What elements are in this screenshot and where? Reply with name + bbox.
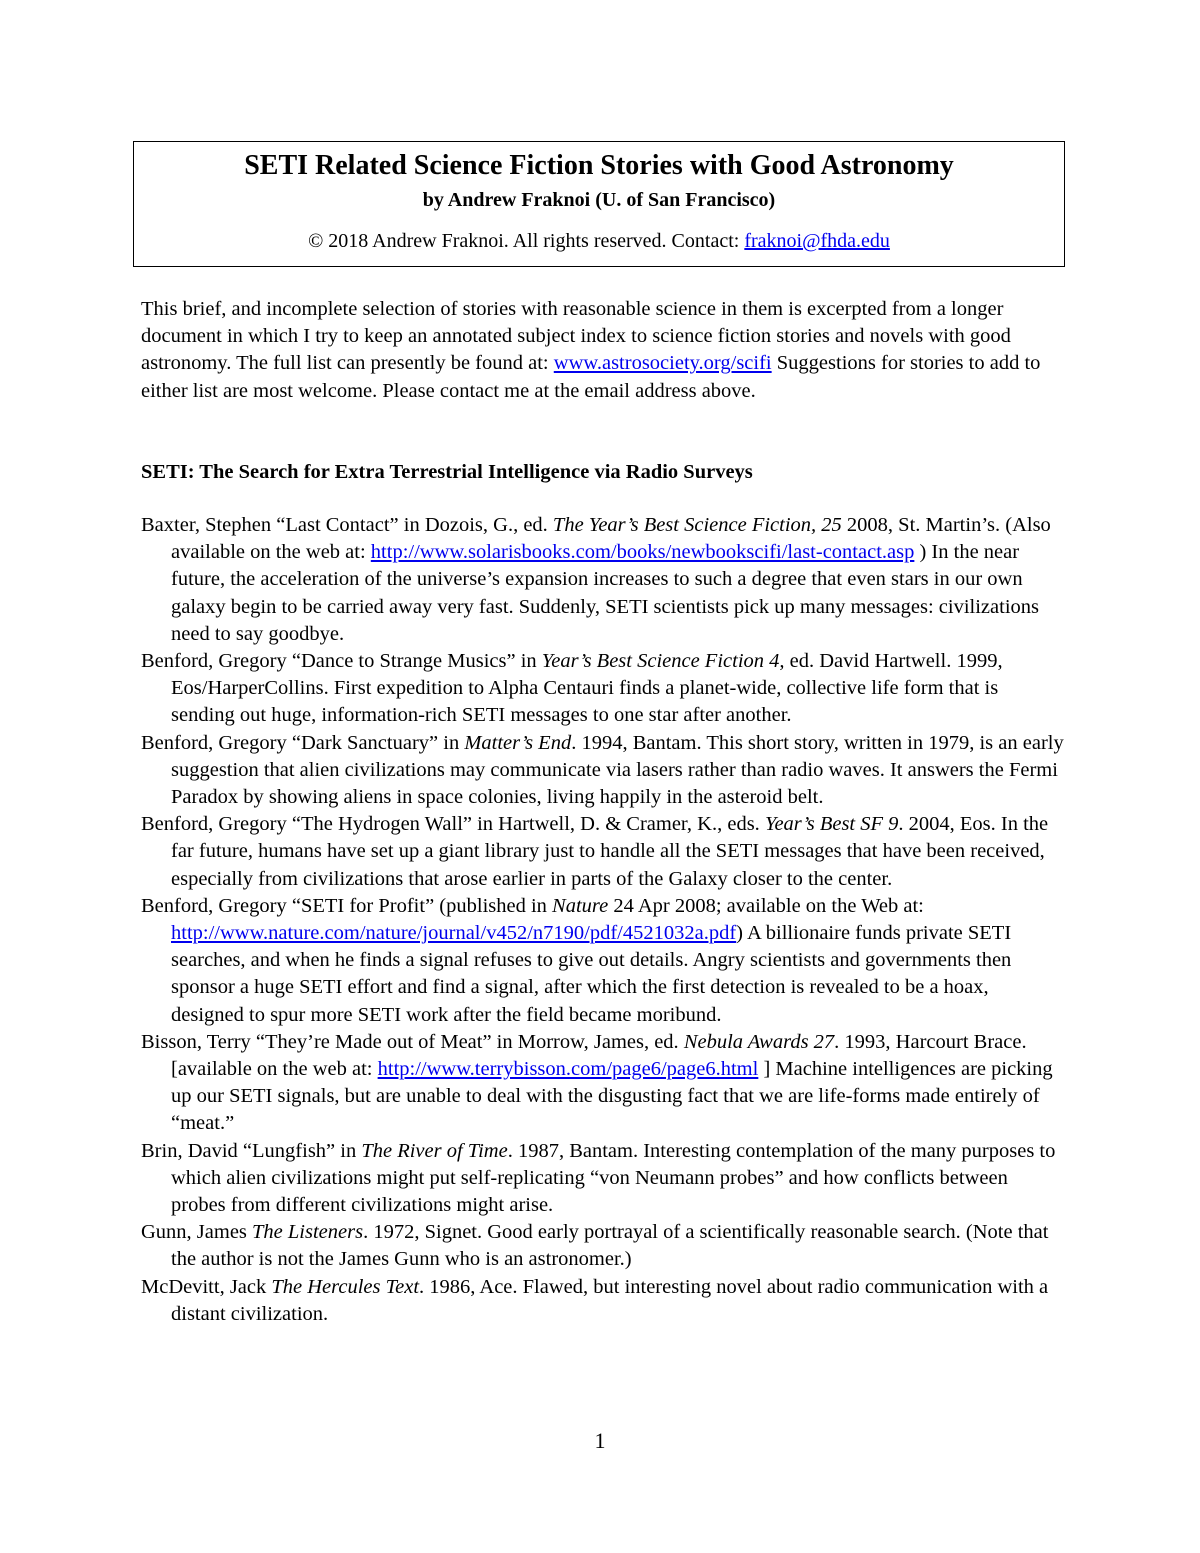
- contact-email-link[interactable]: fraknoi@fhda.edu: [744, 230, 890, 252]
- entry-text: Benford, Gregory “The Hydrogen Wall” in Hartwell, D. & Cramer, K., eds.: [141, 813, 765, 836]
- scifi-list-link[interactable]: www.astrosociety.org/scifi: [553, 352, 772, 375]
- entry-title: Year’s Best SF 9: [764, 813, 899, 836]
- list-item: [141, 1029, 1066, 1138]
- entry-text: Benford, Gregory “SETI for Profit” (published in: [141, 894, 553, 917]
- entry-text: 24 Apr 2008; available on the Web at:: [608, 894, 924, 917]
- entry-link[interactable]: http://www.terrybisson.com/page6/page6.html: [377, 1058, 759, 1081]
- copyright-line: [134, 228, 1064, 254]
- copyright-text: © 2018 Andrew Fraknoi. All rights reserved. Contact:: [308, 230, 745, 252]
- entry-text: Bisson, Terry “They’re Made out of Meat” in Morrow, James, ed.: [141, 1030, 684, 1053]
- entry-text: ) A billionaire funds private SETI searches, and when he finds a signal refuses to give out details. Angry scientists and governments then sponsor a huge SETI effort and find a signal, after which the first detection is revealed to be a hoax, designed to spur more SETI work after the field became moribund.: [171, 922, 1012, 1026]
- entry-text: ) In the near future, the acceleration of the universe’s expansion increases to such a degree that even stars in our own galaxy begin to be carried away very fast. Suddenly, SETI scientists pick up many messages: civilizations need to say goodbye.: [171, 541, 1039, 645]
- intro-paragraph: [141, 296, 1066, 405]
- entry-text: . 1972, Signet. Good early portrayal of a scientifically reasonable search. (Note that the author is not the James Gunn who is an astronomer.): [171, 1221, 1049, 1271]
- list-item: [141, 730, 1066, 812]
- entry-title: The River of Time: [361, 1139, 508, 1162]
- list-item: [141, 893, 1066, 1029]
- list-item: [141, 811, 1066, 893]
- entry-title: The Year’s Best Science Fiction, 25: [552, 514, 842, 536]
- entry-title: The Listeners: [252, 1221, 364, 1244]
- intro-text-continued: Suggestions for stories to add to either list are most welcome. Please contact me at the email address above.: [141, 352, 1041, 402]
- entry-text: . 1994, Bantam. This short story, written in 1979, is an early suggestion that alien civilizations may communicate via lasers rather than radio waves. It answers the Fermi Paradox by showing aliens in space colonies, living happily in the asteroid belt.: [171, 731, 1064, 809]
- entry-title: Nebula Awards 27: [683, 1030, 835, 1053]
- entry-title: The Hercules Text: [271, 1275, 420, 1298]
- document-byline: by Andrew Fraknoi (U. of San Francisco): [422, 189, 776, 211]
- document-title: SETI Related Science Fiction Stories with Good Astronomy: [244, 150, 954, 181]
- entry-link[interactable]: http://www.solarisbooks.com/books/newbookscifi/last-contact.asp: [370, 541, 915, 564]
- section-heading: SETI: The Search for Extra Terrestrial Intelligence via Radio Surveys: [141, 461, 753, 483]
- entry-text: Baxter, Stephen “Last Contact” in Dozois, G., ed.: [141, 514, 553, 536]
- entry-text: . 1993, Harcourt Brace. [available on the web at:: [171, 1030, 1027, 1081]
- page-number: 1: [594, 1428, 606, 1453]
- entry-text: ed. David Hartwell. 1999, Eos/HarperCollins. First expedition to Alpha Centauri finds a planet-wide, collective life form that is sending out huge, information-rich SETI messages to one star after another.: [171, 650, 1003, 727]
- entry-text: . 1987, Bantam. Interesting contemplation of the many purposes to which alien civilizations might put self-replicating “von Neumann probes” and how conflicts between probes from different civilizations might arise.: [171, 1139, 1056, 1217]
- entry-list: [141, 512, 1066, 1328]
- title-box: [133, 141, 1065, 267]
- entry-text: 2008, St. Martin’s. (Also available on the web at:: [171, 514, 1051, 564]
- entry-text: . 2004, Eos. In the far future, humans have set up a giant library just to handle all the SETI messages that have been received, especially from civilizations that arose earlier in parts of the Galaxy closer to the center.: [171, 813, 1049, 890]
- list-item: [141, 512, 1066, 648]
- entry-text: Brin, David “Lungfish” in: [141, 1139, 362, 1162]
- entry-title: Year’s Best Science Fiction 4,: [541, 650, 785, 673]
- entry-text: ] Machine intelligences are picking up our SETI signals, but are unable to deal with the disgusting fact that we are life-forms made entirely of “meat.”: [171, 1058, 1053, 1135]
- entry-text: Benford, Gregory “Dance to Strange Musics” in: [141, 650, 542, 673]
- entry-title: Matter’s End: [464, 731, 572, 754]
- entry-text: Benford, Gregory “Dark Sanctuary” in: [141, 731, 465, 754]
- list-item: [141, 1274, 1066, 1328]
- entry-text: McDevitt, Jack: [141, 1275, 272, 1298]
- entry-link[interactable]: http://www.nature.com/nature/journal/v452/n7190/pdf/4521032a.pdf: [171, 922, 737, 945]
- entry-title: Nature: [552, 894, 609, 917]
- entry-text: . 1986, Ace. Flawed, but interesting novel about radio communication with a distant civilization.: [171, 1275, 1049, 1325]
- list-item: [141, 1138, 1066, 1220]
- list-item: [141, 648, 1066, 730]
- entry-text: Gunn, James: [141, 1221, 253, 1244]
- intro-text: This brief, and incomplete selection of stories with reasonable science in them is excerpted from a longer document in which I try to keep an annotated subject index to science fiction stories and novels with good astronomy. The full list can presently be found at:: [141, 298, 1011, 375]
- list-item: [141, 1219, 1066, 1273]
